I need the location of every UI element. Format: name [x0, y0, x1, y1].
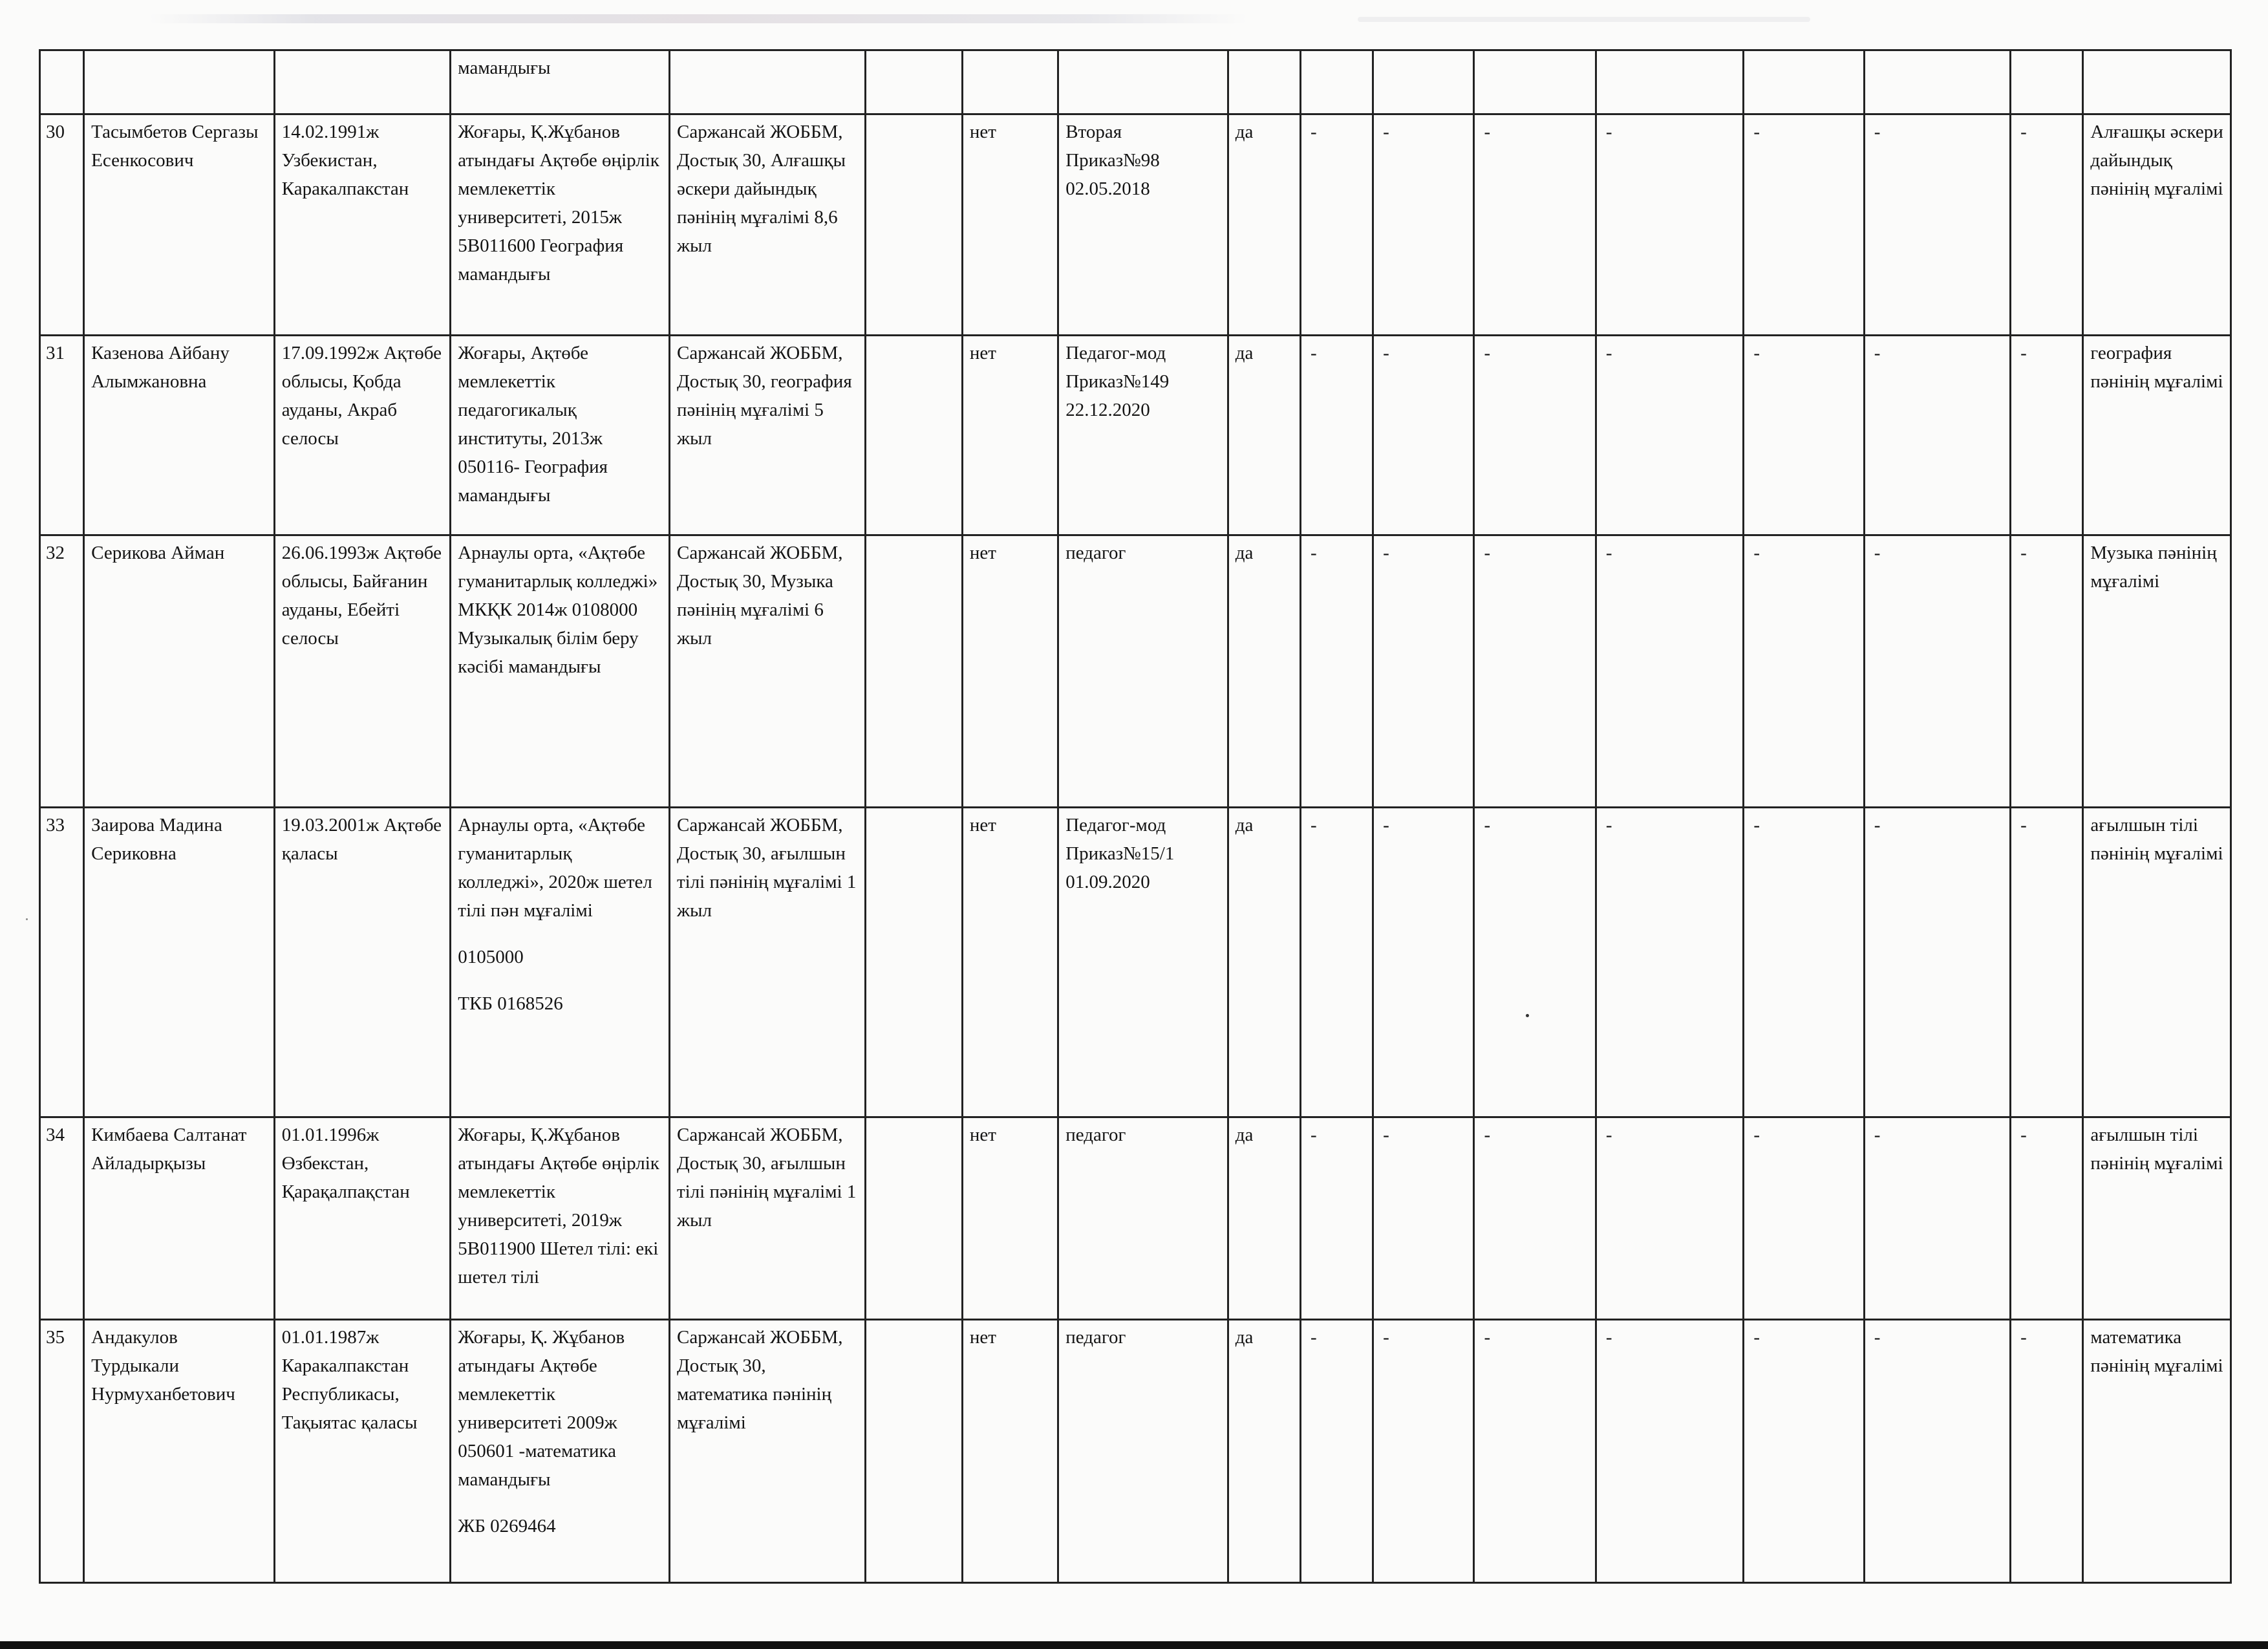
row-number-cell: 31 [40, 336, 84, 535]
staff-table [39, 49, 2232, 1584]
row-number-cell: 35 [40, 1320, 84, 1583]
flag-cell: да [1228, 535, 1300, 808]
dash-cell: - [1744, 1117, 1864, 1320]
dash-cell: - [1474, 535, 1596, 808]
table-row [40, 808, 2231, 1117]
birth-cell: 17.09.1992ж Ақтөбе облысы, Қобда ауданы, Акраб селосы [274, 336, 451, 535]
education-document-number: ТКБ 0168526 [458, 993, 563, 1014]
education-cell [451, 535, 670, 808]
dash-cell: - [1864, 535, 2010, 808]
empty-cell [865, 535, 962, 808]
empty-cell [865, 1320, 962, 1583]
dash-cell: - [2011, 535, 2083, 808]
scan-smudge [149, 14, 1248, 23]
dash-cell: - [1864, 1320, 2010, 1583]
dash-cell: - [1744, 114, 1864, 336]
dash-cell: - [1744, 1320, 1864, 1583]
flag-cell: нет [962, 808, 1058, 1117]
name-cell: Андакулов Турдыкали Нурмуханбетович [84, 1320, 275, 1583]
birth-cell: 26.06.1993ж Ақтөбе облысы, Байғанин ауданы, Ебейті селосы [274, 535, 451, 808]
subject-cell: ағылшын тілі пәнінің мұғалімі [2083, 808, 2231, 1117]
dash-cell: - [1474, 114, 1596, 336]
education-cell [451, 1117, 670, 1320]
education-cell [451, 808, 670, 1117]
birth-cell: 01.01.1996ж Өзбекстан, Қарақалпақстан [274, 1117, 451, 1320]
flag-cell: да [1228, 114, 1300, 336]
table-row [40, 1320, 2231, 1583]
education-cell [451, 1320, 670, 1583]
category-cell: Педагог-мод Приказ№149 22.12.2020 [1058, 336, 1228, 535]
dash-cell: - [1300, 808, 1373, 1117]
dash-cell: - [1744, 336, 1864, 535]
dash-cell: - [1373, 1117, 1474, 1320]
education-text: Жоғары, Ақтөбе мемлекеттік педагогикалық институты, 2013ж 050116- География мамандығы [458, 343, 608, 506]
workplace-cell: Саржансай ЖОББМ, Достық 30, ағылшын тілі пәнінің мұғалімі 1 жыл [669, 808, 865, 1117]
dash-cell: - [1864, 114, 2010, 336]
workplace-cell: Саржансай ЖОББМ, Достық 30, Музыка пәнінің мұғалімі 6 жыл [669, 535, 865, 808]
birth-cell: 19.03.2001ж Ақтөбе қаласы [274, 808, 451, 1117]
education-cell [451, 336, 670, 535]
category-cell: Вторая Приказ№98 02.05.2018 [1058, 114, 1228, 336]
scanner-edge [0, 1641, 2268, 1649]
dash-cell: - [1300, 1117, 1373, 1320]
scan-smudge [1358, 17, 1810, 22]
row-number-cell: 32 [40, 535, 84, 808]
table-row [40, 336, 2231, 535]
dash-cell: - [1596, 535, 1743, 808]
workplace-cell: Саржансай ЖОББМ, Достық 30, география пәнінің мұғалімі 5 жыл [669, 336, 865, 535]
table-row-continued [40, 50, 2231, 114]
dash-cell: - [1373, 336, 1474, 535]
flag-cell: да [1228, 808, 1300, 1117]
flag-cell: да [1228, 336, 1300, 535]
workplace-cell: Саржансай ЖОББМ, Достық 30, математика пәнінің мұғалімі [669, 1320, 865, 1583]
table-row [40, 1117, 2231, 1320]
category-cell: педагог [1058, 1320, 1228, 1583]
education-text: Арнаулы орта, «Ақтөбе гуманитарлық колледжі», 2020ж шетел тілі пән мұғалімі [458, 815, 652, 921]
scan-speck [26, 918, 28, 920]
dash-cell: - [2011, 1117, 2083, 1320]
flag-cell: нет [962, 114, 1058, 336]
category-cell: педагог [1058, 535, 1228, 808]
dash-cell: - [1596, 336, 1743, 535]
dash-cell: - [1596, 808, 1743, 1117]
table-row [40, 114, 2231, 336]
dash-cell: - [1596, 114, 1743, 336]
empty-cell [865, 114, 962, 336]
flag-cell: нет [962, 535, 1058, 808]
dash-cell: - [1373, 114, 1474, 336]
subject-cell: математика пәнінің мұғалімі [2083, 1320, 2231, 1583]
name-cell: Серикова Айман [84, 535, 275, 808]
workplace-cell: Саржансай ЖОББМ, Достық 30, ағылшын тілі пәнінің мұғалімі 1 жыл [669, 1117, 865, 1320]
empty-cell [865, 336, 962, 535]
dash-cell: - [1864, 808, 2010, 1117]
flag-cell: нет [962, 336, 1058, 535]
row-number-cell: 33 [40, 808, 84, 1117]
flag-cell: да [1228, 1320, 1300, 1583]
dash-cell: - [2011, 336, 2083, 535]
flag-cell: нет [962, 1320, 1058, 1583]
education-text: Жоғары, Қ. Жұбанов атындағы Ақтөбе мемлекеттік университеті 2009ж 050601 -математика мамандығы [458, 1327, 625, 1490]
dash-cell: - [1373, 808, 1474, 1117]
dash-cell: - [1300, 114, 1373, 336]
education-cell: мамандығы [451, 50, 670, 114]
subject-cell: Музыка пәнінің мұғалімі [2083, 535, 2231, 808]
education-document-number: ЖБ 0269464 [458, 1516, 556, 1536]
dash-cell: - [1300, 336, 1373, 535]
dash-cell: - [1864, 336, 2010, 535]
dash-cell: - [1474, 1320, 1596, 1583]
dash-cell: - [2011, 808, 2083, 1117]
name-cell: Тасымбетов Сергазы Есенкосович [84, 114, 275, 336]
name-cell: Кимбаева Салтанат Айладырқызы [84, 1117, 275, 1320]
education-document-number: 0105000 [458, 947, 524, 967]
education-text: Арнаулы орта, «Ақтөбе гуманитарлық колледжі» МКҚК 2014ж 0108000 Музыкалық білім беру кәсібі мамандығы [458, 543, 658, 677]
flag-cell: да [1228, 1117, 1300, 1320]
dash-cell: - [1300, 535, 1373, 808]
category-cell: Педагог-мод Приказ№15/1 01.09.2020 [1058, 808, 1228, 1117]
name-cell: Заирова Мадина Сериковна [84, 808, 275, 1117]
dash-cell: - [1373, 1320, 1474, 1583]
dash-cell: - [1596, 1320, 1743, 1583]
dash-cell: - [1744, 808, 1864, 1117]
dash-cell: - [1474, 1117, 1596, 1320]
dash-cell: - [1744, 535, 1864, 808]
subject-cell: ағылшын тілі пәнінің мұғалімі [2083, 1117, 2231, 1320]
category-cell: педагог [1058, 1117, 1228, 1320]
empty-cell [865, 1117, 962, 1320]
subject-cell: география пәнінің мұғалімі [2083, 336, 2231, 535]
dash-cell: - [2011, 1320, 2083, 1583]
education-cell [451, 114, 670, 336]
education-text: Жоғары, Қ.Жұбанов атындағы Ақтөбе өңірлік мемлекеттік университеті, 2015ж 5В011600 География мамандығы [458, 122, 659, 285]
birth-cell: 14.02.1991ж Узбекистан, Каракалпакстан [274, 114, 451, 336]
birth-cell: 01.01.1987ж Каракалпакстан Республикасы, Тақыятас қаласы [274, 1320, 451, 1583]
dash-cell: - [1474, 808, 1596, 1117]
name-cell: Казенова Айбану Алымжановна [84, 336, 275, 535]
row-number-cell: 34 [40, 1117, 84, 1320]
workplace-cell: Саржансай ЖОББМ, Достық 30, Алғашқы әскери дайындық пәнінің мұғалімі 8,6 жыл [669, 114, 865, 336]
dash-cell: - [1474, 336, 1596, 535]
dash-cell: - [1596, 1117, 1743, 1320]
education-text: Жоғары, Қ.Жұбанов атындағы Ақтөбе өңірлік мемлекеттік университеті, 2019ж 5В011900 Шетел тілі: екі шетел тілі [458, 1125, 659, 1288]
dash-cell: - [1864, 1117, 2010, 1320]
empty-cell [865, 808, 962, 1117]
dash-cell: - [2011, 114, 2083, 336]
row-number-cell: 30 [40, 114, 84, 336]
dash-cell: - [1373, 535, 1474, 808]
dash-cell: - [1300, 1320, 1373, 1583]
table-row [40, 535, 2231, 808]
flag-cell: нет [962, 1117, 1058, 1320]
subject-cell: Алғашқы әскери дайындық пәнінің мұғалімі [2083, 114, 2231, 336]
